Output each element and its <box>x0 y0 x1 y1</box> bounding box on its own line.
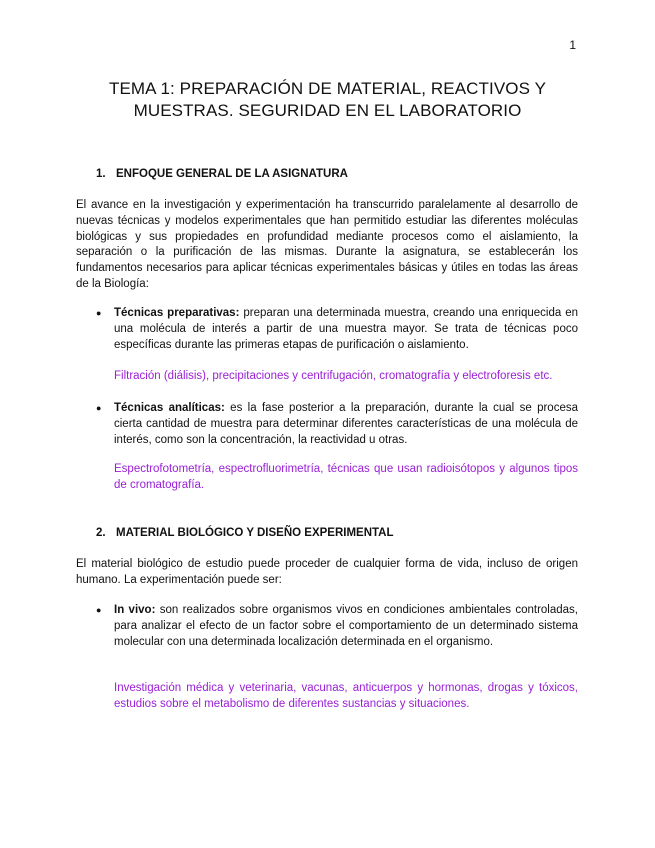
bullet-in-vivo <box>96 603 578 650</box>
bullet-term: Técnicas analíticas: <box>114 402 225 414</box>
example-in-vivo: Investigación médica y veterinaria, vacunas, anticuerpos y hormonas, drogas y tóxicos, estudios sobre el metabolismo de diferentes sustancias y situaciones. <box>114 682 578 710</box>
page-number: 1 <box>569 38 576 52</box>
bullet-text: preparan una determinada muestra, creando una enriquecida en una molécula de interés a partir de una muestra mayor. Se trata de técnicas poco específicas durante las primeras etapas de purificación o aislamiento. <box>114 307 578 351</box>
bullet-dot-icon: ● <box>96 308 102 318</box>
section-2-number: 2. <box>96 527 106 539</box>
bullet-tecnicas-preparativas <box>96 306 578 353</box>
section-1-number: 1. <box>96 168 106 180</box>
section-1-title: ENFOQUE GENERAL DE LA ASIGNATURA <box>116 168 348 180</box>
bullet-tecnicas-analiticas <box>96 401 578 448</box>
bullet-text: es la fase posterior a la preparación, durante la cual se procesa cierta cantidad de muestra para determinar diferentes características de una molécula de interés, como son la concentración, la reactividad u otras. <box>114 402 578 446</box>
document-title: TEMA 1: PREPARACIÓN DE MATERIAL, REACTIVOS Y MUESTRAS. SEGURIDAD EN EL LABORATORIO <box>108 79 547 120</box>
section-1-intro: El avance en la investigación y experimentación ha transcurrido paralelamente al desarrollo de nuevas técnicas y modelos experimentales que han permitido estudiar las diferentes moléculas biológicas y sus propiedades en profundidad mediante procesos como el aislamiento, la separación o la purificación de las mismas. Durante la asignatura, se establecerán los fundamentos necesarios para aplicar técnicas experimentales básicas y útiles en todas las áreas de la Biología: <box>76 199 578 290</box>
bullet-term: In vivo: <box>114 604 156 616</box>
bullet-dot-icon: ● <box>96 605 102 615</box>
section-2-intro: El material biológico de estudio puede proceder de cualquier forma de vida, incluso de origen humano. La experimentación puede ser: <box>76 558 578 586</box>
example-preparativas: Filtración (diálisis), precipitaciones y centrifugación, cromatografía y electroforesis etc. <box>114 370 553 382</box>
section-2-title: MATERIAL BIOLÓGICO Y DISEÑO EXPERIMENTAL <box>116 527 394 539</box>
section-2-heading <box>96 527 394 539</box>
bullet-term: Técnicas preparativas: <box>114 307 240 319</box>
section-1-heading <box>96 168 348 180</box>
example-analiticas: Espectrofotometría, espectrofluorimetría, técnicas que usan radioisótopos y algunos tipos de cromatografía. <box>114 463 578 491</box>
bullet-text: son realizados sobre organismos vivos en condiciones ambientales controladas, para analizar el efecto de un factor sobre el comportamiento de un determinado sistema molecular con una determinada localización determinada en el organismo. <box>114 604 578 648</box>
bullet-dot-icon: ● <box>96 403 102 413</box>
